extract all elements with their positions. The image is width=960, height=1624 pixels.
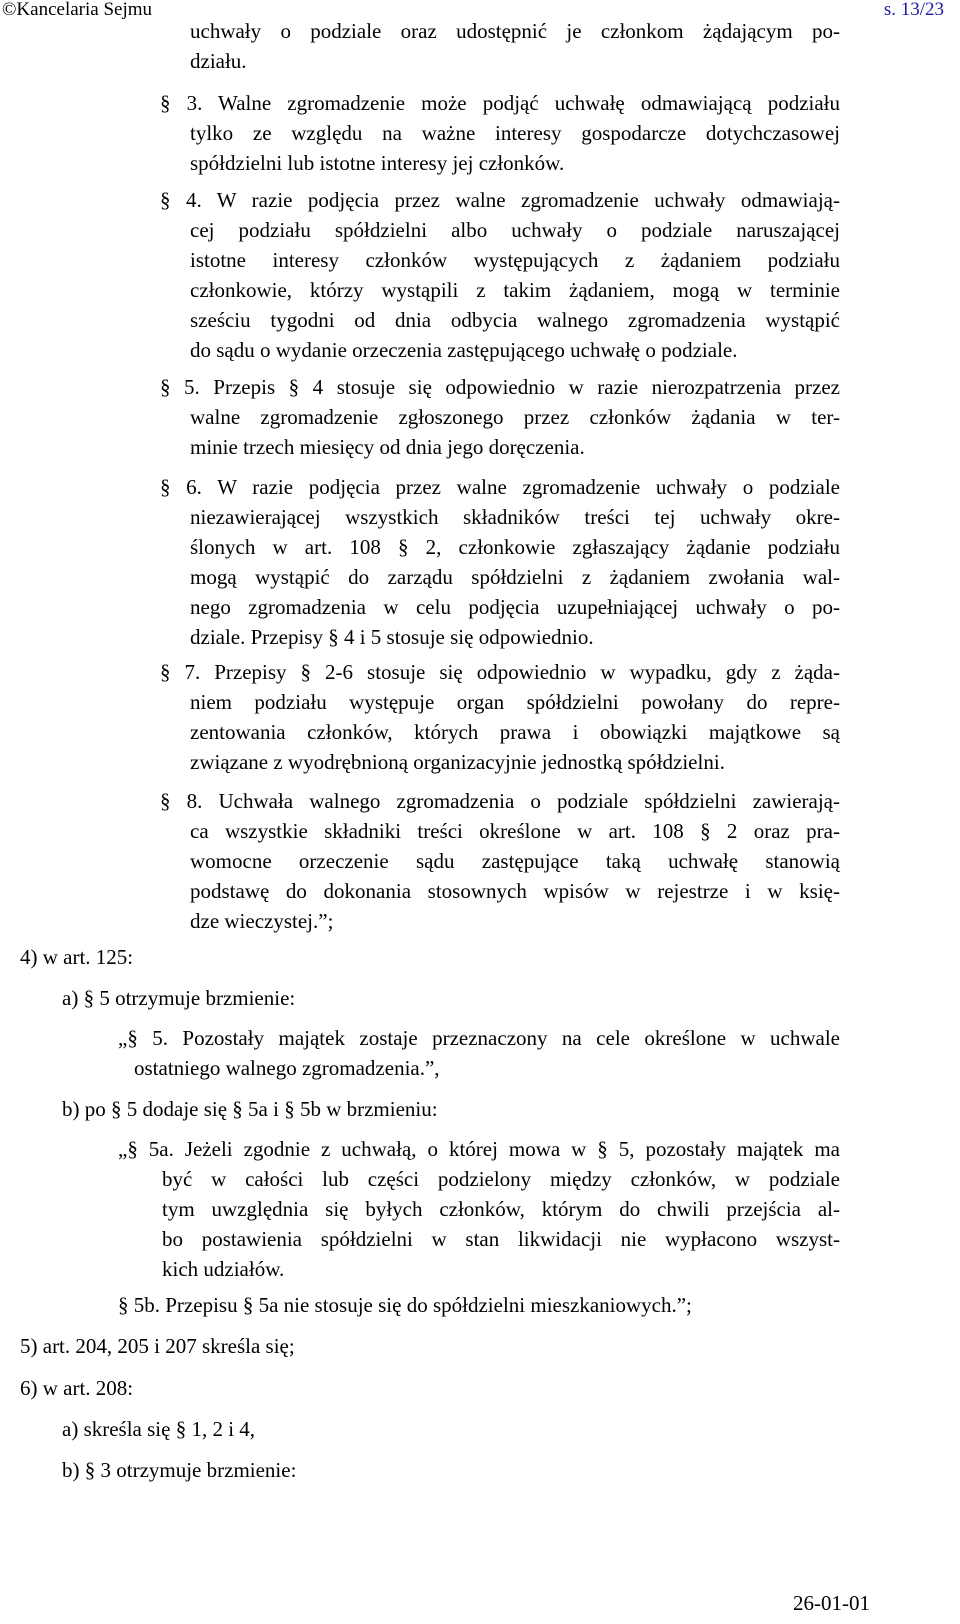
header-source: ©Kancelaria Sejmu [2,0,153,20]
text-line: „§ 5. Pozostały majątek zostaje przeznaczony na cele określone w uchwale [118,1026,840,1050]
text-line: § 3. Walne zgromadzenie może podjąć uchwałę odmawiającą podziału [160,91,840,115]
text-line: nego zgromadzenia w celu podjęcia uzupełniającej uchwały o po- [190,595,840,619]
text-line: niezawierającej wszystkich składników treści tej uchwały okre- [190,505,840,529]
text-line: a) skreśla się § 1, 2 i 4, [62,1417,256,1441]
text-line: zentowania członków, których prawa i obowiązki majątkowe są [190,720,840,744]
item-4b [62,1094,562,1124]
paragraph-125-5 [118,1023,840,1083]
text-line: istotne interesy członków występujących z żądaniem podziału [190,248,840,272]
footer-code: 26-01-01 [793,1591,870,1615]
text-line: womocne orzeczenie sądu zastępujące taką uchwałę stanowią [190,849,840,873]
text-line: działu. [190,49,247,73]
text-line: a) § 5 otrzymuje brzmienie: [62,986,296,1010]
text-line: mogą wystąpić do zarządu spółdzielni z żądaniem zwołania wal- [190,565,840,589]
text-line: do sądu o wydanie orzeczenia zastępującego uchwałę o podziale. [190,338,738,362]
item-6b [62,1455,562,1485]
text-line: uchwały o podziale oraz udostępnić je członkom żądającym po- [190,19,840,43]
paragraph-4 [160,185,840,365]
paragraph-6 [160,472,840,652]
text-line: dziale. Przepisy § 4 i 5 stosuje się odpowiednio. [190,625,594,649]
text-line: tylko ze względu na ważne interesy gospodarcze dotychczasowej [190,121,840,145]
text-line: § 6. W razie podjęcia przez walne zgromadzenie uchwały o podziale [160,475,840,499]
text-line: ostatniego walnego zgromadzenia.”, [134,1056,440,1080]
text-line: sześciu tygodni od dnia odbycia walnego zgromadzenia wystąpić [190,308,840,332]
text-line: być w całości lub części podzielony między członków, w podziale [162,1167,840,1191]
text-line: § 5. Przepis § 4 stosuje się odpowiednio w razie nierozpatrzenia przez [160,375,840,399]
text-line: 5) art. 204, 205 i 207 skreśla się; [20,1334,295,1358]
paragraph-8 [160,786,840,936]
text-line: § 7. Przepisy § 2-6 stosuje się odpowiednio w wypadku, gdy z żąda- [160,660,840,684]
paragraph-7 [160,657,840,777]
item-5 [20,1331,520,1361]
item-4 [20,942,420,972]
paragraph-5 [160,372,840,462]
text-line: związane z wyodrębnioną organizacyjnie jednostką spółdzielni. [190,750,725,774]
text-line: kich udziałów. [162,1257,285,1281]
text-line: „§ 5a. Jeżeli zgodnie z uchwałą, o której mowa w § 5, pozostały majątek ma [118,1137,840,1161]
text-line: członkowie, którzy wystąpili z takim żądaniem, mogą w terminie [190,278,840,302]
text-line: 4) w art. 125: [20,945,134,969]
text-line: b) § 3 otrzymuje brzmienie: [62,1458,297,1482]
text-line: ślonych w art. 108 § 2, członkowie zgłaszający żądanie podziału [190,535,840,559]
text-line: § 4. W razie podjęcia przez walne zgromadzenie uchwały odmawiają- [160,188,840,212]
item-4a [62,983,462,1013]
paragraph-3 [160,88,840,178]
text-line: minie trzech miesięcy od dnia jego doręczenia. [190,435,585,459]
text-line: podstawę do dokonania stosownych wpisów w rejestrze i w księ- [190,879,840,903]
text-line: dze wieczystej.”; [190,909,334,933]
paragraph-5b [118,1290,840,1320]
text-line: walne zgromadzenie zgłoszonego przez członków żądania w ter- [190,405,840,429]
continuation-text [190,16,840,76]
text-line: § 8. Uchwała walnego zgromadzenia o podziale spółdzielni zawierają- [160,789,840,813]
text-line: cej podziału spółdzielni albo uchwały o podziale naruszającej [190,218,840,242]
text-line: ca wszystkie składniki treści określone w art. 108 § 2 oraz pra- [190,819,840,843]
text-line: niem podziału występuje organ spółdzielni powołany do repre- [190,690,840,714]
text-line: b) po § 5 dodaje się § 5a i § 5b w brzmieniu: [62,1097,438,1121]
text-line: 6) w art. 208: [20,1376,134,1400]
text-line: bo postawienia spółdzielni w stan likwidacji nie wypłacono wszyst- [162,1227,840,1251]
text-line: § 5b. Przepisu § 5a nie stosuje się do spółdzielni mieszkaniowych.”; [118,1293,692,1317]
text-line: spółdzielni lub istotne interesy jej członków. [190,151,565,175]
item-6 [20,1373,520,1403]
item-6a [62,1414,562,1444]
page-number[interactable]: s. 13/23 [883,0,944,20]
paragraph-5a [118,1134,840,1284]
text-line: tym uwzględnia się byłych członków, którym do chwili przejścia al- [162,1197,840,1221]
